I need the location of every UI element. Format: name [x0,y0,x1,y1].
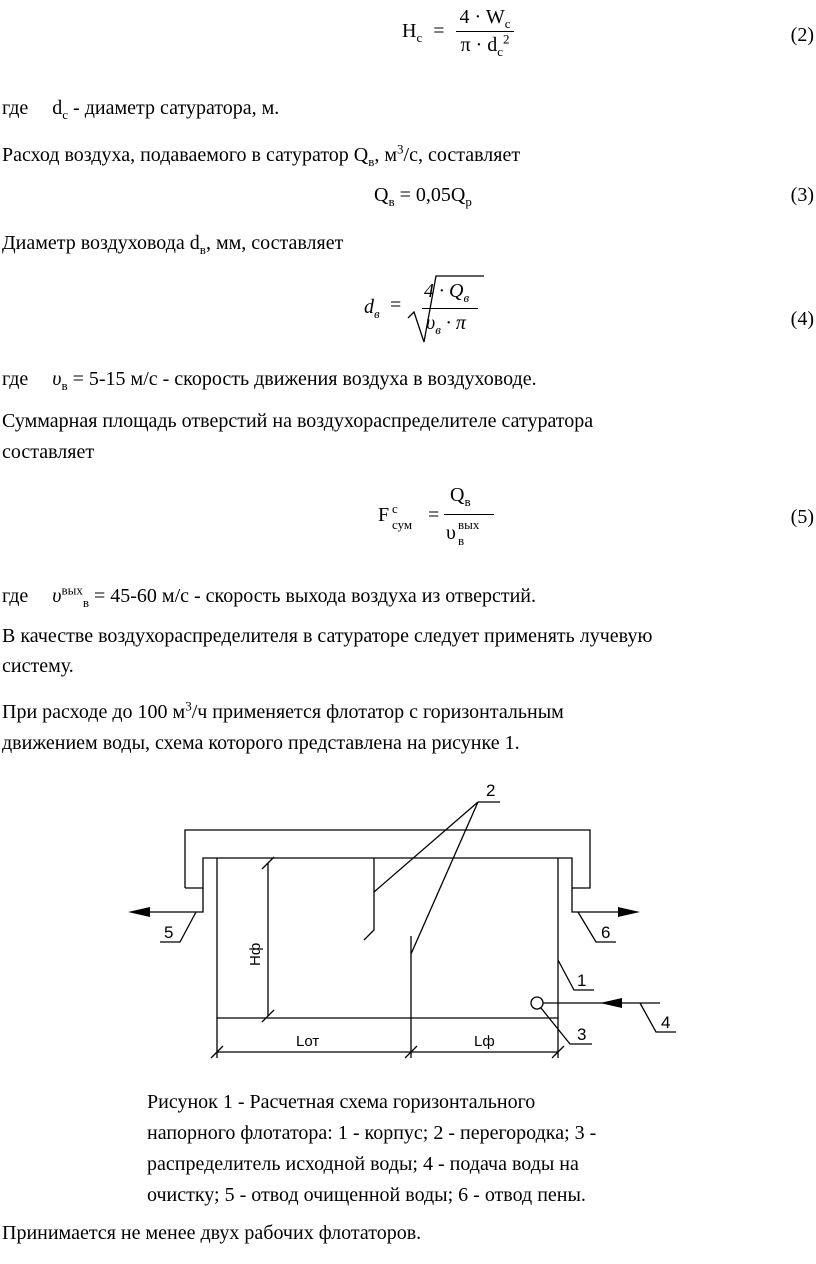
where-text: - диаметр сатуратора, м. [68,97,280,119]
eq3-rhs-sub: р [465,194,472,209]
outlet-pipe-6 [572,888,625,912]
flotator-line-1-sup: 3 [185,698,192,714]
eq4-denominator-tail: · π [440,312,466,334]
area-paragraph [2,406,593,468]
where3-text: = 45-60 м/с - скорость выхода воздуха из отверстий. [88,585,537,607]
label-5: 5 [164,923,174,942]
label-l-ot: Lот [296,1033,320,1050]
flotator-line-1 [2,697,564,728]
leader-4 [640,1003,676,1032]
equation-2: $H_c$ = $\frac{4 \cdot W_c}{\pi \cdot d_c^2}$ [402,6,514,57]
flotator-paragraph [2,697,564,759]
label-h-phi: Hф [247,942,264,966]
distributor-circle [531,997,543,1009]
eq5-lhs-sub: сум [392,517,413,532]
equation-3-number: (3) [790,184,814,206]
label-6: 6 [601,923,611,942]
duct-sub: в [199,242,206,257]
cover-outline [185,830,590,888]
eq2-numerator: 4 · W [459,6,505,28]
eq5-lhs: F [378,504,390,526]
eq4-lhs: d [364,296,374,318]
equation-5-number: (5) [790,506,814,528]
where-symbol: d [52,97,63,119]
where-dc [2,93,279,124]
where3-label: где [2,585,29,607]
where-outlet-velocity [2,581,536,612]
eq2-denominator: π · d [460,34,498,56]
eq5-numerator: Q [450,484,465,506]
final-paragraph: Принимается не менее двух рабочих флотаторов. [2,1222,422,1244]
eq2-numerator-sub: c [504,16,511,31]
where2-sub: в [61,378,68,393]
label-3: 3 [577,1025,587,1044]
arrow-outlet-6 [618,907,640,917]
equation-2-number: (2) [790,24,814,46]
flotator-line-1-before: При расходе до 100 м [2,701,186,723]
where2-symbol: υ [52,368,62,390]
eq5-numerator-sub: в [464,494,471,509]
caption-line-3: распределитель исходной воды; 4 - подача воды на [147,1153,579,1175]
partition-upper [364,858,374,940]
label-4: 4 [661,1013,671,1032]
distributor-paragraph [2,621,652,681]
eq4-equals: = [390,294,402,316]
air-flow-paragraph [2,140,520,171]
eq4-denominator-sub: в [435,322,441,337]
label-2: 2 [486,781,496,800]
eq2-denominator-sup: 2 [503,31,510,47]
where-velocity [2,364,537,395]
equation-5 [378,482,498,554]
area-line-1: Суммарная площадь отверстий на воздухораспределителе сатуратора [2,410,594,432]
caption-line-2: напорного флотатора: 1 - корпус; 2 - перегородка; 3 - [147,1122,597,1144]
air-flow-text-before: Расход воздуха, подаваемого в сатуратор Q [2,144,369,166]
eq2-fraction [456,6,515,57]
eq5-equals: = [428,504,440,526]
eq2-lhs-sub: c [416,30,423,45]
caption-line-1: Рисунок 1 - Расчетная схема горизонтального [147,1091,536,1113]
equation-4-number: (4) [790,308,814,330]
eq5-denominator: υ [446,522,456,544]
air-flow-after: /с, составляет [403,144,521,166]
leader-2b [411,802,478,954]
arrow-inlet-4 [600,998,622,1008]
flotator-line-1-after: /ч применяется флотатор с горизонтальным [191,701,564,723]
duct-paragraph [2,228,343,259]
equation-3 [374,184,472,207]
where3-sub: в [82,595,89,610]
duct-text-after: , мм, составляет [205,232,344,254]
air-flow-sup: 3 [397,141,404,157]
eq2-denominator-sub: c [497,44,504,59]
arrow-outlet-5 [128,907,150,917]
caption-line-4: очистку; 5 - отвод очищенной воды; 6 - отвод пены. [147,1184,586,1206]
eq2-lhs: H [402,20,417,42]
eq4-numerator: 4 · Q [424,280,464,302]
leader-1 [558,960,594,990]
eq3-lhs: Q [374,184,389,206]
where-label: где [2,97,29,119]
duct-text-before: Диаметр воздуховода d [2,232,200,254]
figure-flotator-diagram [0,770,816,1070]
where-symbol-sub: c [62,107,69,122]
eq5-denominator-sub: в [458,533,465,548]
air-flow-sub: в [368,154,375,169]
where2-text: = 5-15 м/с - скорость движения воздуха в воздуховоде. [67,368,537,390]
eq5-denominator-sup: вых [458,517,480,532]
eq3-lhs-sub: в [388,194,395,209]
flotator-line-2: движением воды, схема которого представлена на рисунке 1. [2,732,520,754]
leader-2a [374,802,478,892]
label-1: 1 [577,971,587,990]
area-line-2: составляет [2,441,95,463]
label-l-phi: Lф [474,1033,495,1050]
where3-symbol: υ [52,585,62,607]
where2-label: где [2,368,29,390]
eq5-lhs-sup: c [392,501,398,516]
outlet-pipe-5 [150,888,203,912]
eq4-lhs-sub: в [374,306,380,321]
distributor-line-1: В качестве воздухораспределителя в сатураторе следует применять лучевую [2,625,653,647]
eq3-rhs: = 0,05Q [394,184,466,206]
eq4-numerator-sub: в [463,290,470,305]
distributor-line-2: систему. [2,655,74,677]
eq4-denominator: υ [426,312,436,334]
air-flow-mid: , м [374,144,398,166]
figure-caption [147,1087,596,1211]
where3-sup: вых [61,582,83,598]
